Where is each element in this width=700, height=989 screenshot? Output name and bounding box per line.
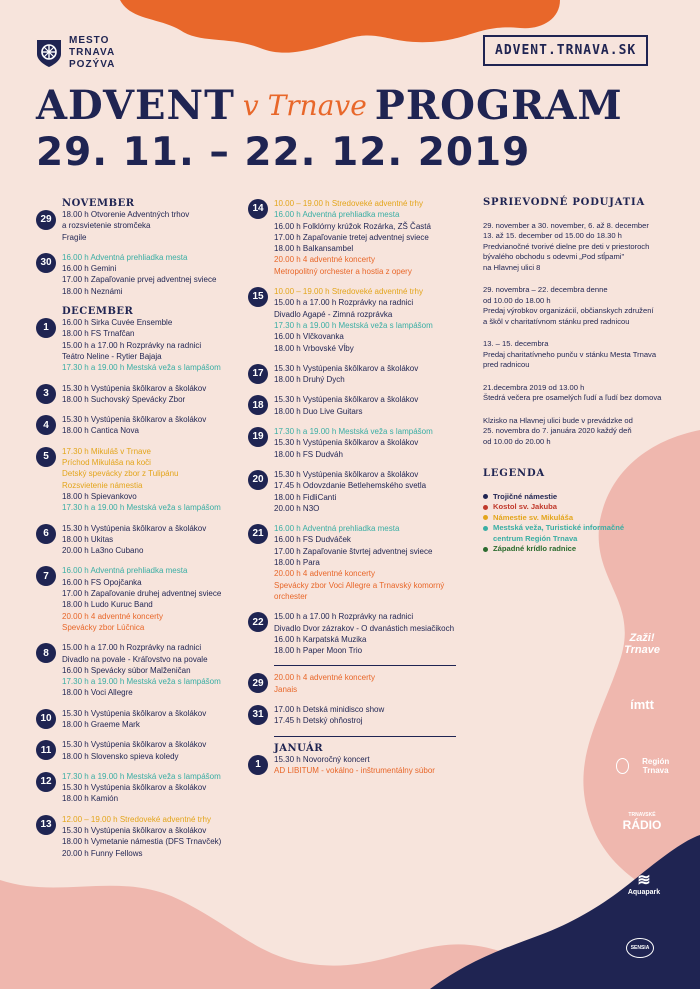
day-badge: 1 [248,755,268,775]
event-line: 18.00 h Spievankovo [62,491,137,501]
event-line: 17.30 h a 19.00 h Mestská veža s lampášom [62,677,221,687]
event-lines [274,286,433,354]
side-event-line: Predaj charitatívneho punču v stánku Mesta Trnava [483,349,657,359]
logo-text [69,35,115,71]
event-line: 17.00 h Zapaľovanie druhej adventnej sviece [62,589,222,599]
day-entry [36,642,246,698]
event-line: 18.00 h Kamión [62,794,119,804]
event-line: 20.00 h 4 adventné koncerty [62,611,163,621]
side-event-line: od 10.00 do 18.00 h [483,295,551,305]
event-lines [62,523,206,557]
day-badge: 15 [248,287,268,307]
event-line: 16.00 h Adventná prehliadka mesta [62,252,188,262]
day-row [36,523,246,557]
day-row [248,469,468,514]
day-row [248,426,468,460]
divider [274,736,456,737]
day-row [36,317,246,373]
day-entry [248,394,468,417]
event-line: orchester [274,591,308,601]
event-line: 15.30 h Vystúpenia škôlkarov a školákov [274,395,419,405]
event-lines [62,565,221,633]
page-title [36,82,623,129]
day-badge: 4 [36,415,56,435]
event-line: Metropolitný orchester a hostia z opery [274,266,412,276]
event-line: 17.00 h Detská minidisco show [274,704,385,714]
side-event-line: pred radnicou [483,360,530,369]
event-line: 16.00 h Vlčkovanka [274,332,344,342]
day-entry [248,426,468,460]
month-heading: JANUÁR [274,742,324,754]
side-event-line: 29. november a 30. november, 6. až 8. december [483,220,649,230]
side-event [483,416,673,448]
event-lines [62,771,221,805]
sponsor-trnavske-radio[interactable] [612,812,672,832]
event-line: 17.30 h a 19.00 h Mestská veža s lampášom [62,363,221,373]
event-line: 18.00 h Suchovský Spevácky Zbor [62,394,186,404]
day-row [36,209,246,243]
event-line: 17.00 h Zapaľovanie štvrtej adventnej sviece [274,546,433,556]
day-badge: 21 [248,524,268,544]
side-event-line: Klzisko na Hlavnej ulici bude v prevádzke od [483,415,633,425]
region-logo-icon [616,758,629,774]
event-line: 16.00 h Adventná prehliadka mesta [274,210,400,220]
event-line: 17.30 h a 19.00 h Mestská veža s lampášom [274,320,433,330]
event-line: a rozsvietenie stromčeka [62,221,151,231]
event-lines [62,209,189,243]
event-lines [62,383,206,406]
day-badge: 29 [36,210,56,230]
event-line: 15.30 h Vystúpenia škôlkarov a školákov [62,708,207,718]
event-line: 15.30 h Vystúpenia škôlkarov a školákov [62,415,207,425]
day-row [36,446,246,514]
day-badge: 19 [248,427,268,447]
day-row [36,383,246,406]
event-line: 18.00 h Paper Moon Trio [274,646,363,656]
side-event-line: 25. novembra do 7. januára 2020 každý deň [483,426,632,435]
day-badge: 20 [248,470,268,490]
day-entry [248,743,468,777]
event-line: 18.00 h Ludo Kuruc Band [62,600,153,610]
event-lines [274,469,426,514]
day-badge: 11 [36,740,56,760]
radio-small-label: TRNAVSKÉ [628,812,656,818]
legend-label: Kostol sv. Jakuba [493,502,558,511]
event-line: 16.00 h FS Opojčanka [62,577,142,587]
event-line: 15.00 h a 17.00 h Rozprávky na radnici [274,612,414,622]
sponsor-region-label: Región Trnava [642,757,670,775]
event-line: 18.00 h Para [274,558,320,568]
day-badge: 22 [248,612,268,632]
event-line: 16.00 h Adventná prehliadka mesta [62,566,188,576]
logo-line: TRNAVA [69,47,116,58]
legend-dot-icon [483,536,488,541]
event-line: Detský spevácky zbor z Tulipánu [62,469,179,479]
month-heading: DECEMBER [62,306,134,318]
trnava-crest-icon [35,38,63,68]
legend-item [483,492,673,503]
day-entry [36,771,246,805]
event-lines [274,754,435,777]
day-row [248,363,468,386]
side-event-line: a škôl v charitatívnom stánku pred radnicou [483,316,630,326]
legend-item [483,523,673,534]
event-line: Janais [274,684,298,694]
event-line: 20.00 h 4 adventné koncerty [274,255,375,265]
event-lines [62,642,221,698]
day-row [36,414,246,437]
sponsor-imtt[interactable]: ímtt [630,697,654,712]
legend-dot-icon [483,526,488,531]
sponsor-sensia[interactable]: SENSIA [626,938,654,958]
event-line: 20.00 h Funny Fellows [62,848,143,858]
legend-heading: LEGENDA [483,468,545,479]
event-line: 15.00 h a 17.00 h Rozprávky na radnici [62,340,202,350]
event-lines [274,394,418,417]
program-column-middle [248,198,468,785]
event-lines [62,708,206,731]
day-row [248,611,468,656]
event-line: 18.00 h Vrbovské Vĺby [274,343,354,353]
day-row [36,565,246,633]
title-program: PROGRAM [374,82,623,129]
side-event-line: 13. – 15. decembra [483,339,549,348]
event-line: 17.30 h Mikuláš v Trnave [62,446,151,456]
day-badge: 6 [36,524,56,544]
day-entry [36,306,246,373]
day-badge: 10 [36,709,56,729]
day-row [248,286,468,354]
event-line: 18.00 h FidliCanti [274,492,337,502]
day-row [36,771,246,805]
event-lines [274,523,444,602]
event-lines [274,426,433,460]
day-entry [36,814,246,859]
day-entry [36,446,246,514]
side-event-line: 13. až 15. december od 15.00 do 18.30 h [483,231,622,240]
side-event-line: Predvianočné tvorivé dielne pre deti v priestoroch [483,241,650,251]
event-line: 18.00 h FS Dudváh [274,449,343,459]
event-line: 12.00 – 19.00 h Stredoveké adventné trhy [62,814,211,824]
side-event-line: Predaj výrobkov organizácií, občianskych združení [483,306,654,315]
event-line: 18.00 h Balkansambel [274,244,354,254]
event-line: 18.00 h Otvorenie Adventných trhov [62,210,190,219]
sponsor-aquapark[interactable] [616,873,672,896]
legend-item [483,502,673,513]
event-line: 18.00 h Voci Allegre [62,688,133,698]
title-script: v Trnave [242,89,367,122]
event-line: 16.00 h Gemini [62,264,117,274]
side-event [483,285,673,327]
aquapark-wave-icon: ≋ [637,872,651,889]
day-entry [36,414,246,437]
day-entry [36,565,246,633]
day-row [248,754,468,777]
side-event-line: bývalého obchodu s odevmi „Pod stĺpami" [483,252,625,261]
day-entry [248,286,468,354]
sponsor-zazi-trnavu[interactable]: Zaži! Trnave [624,632,660,656]
legend-label: Mestská veža, Turistické informačné [493,523,625,532]
day-entry [248,611,468,656]
event-line: Divadlo Dvor zázrakov - O dvanástich mesiačikoch [274,623,455,633]
side-events-list [483,221,673,448]
day-badge: 18 [248,395,268,415]
legend-list [483,492,673,555]
side-event-line: 29. novembra – 22. decembra denne [483,285,608,294]
event-line: AD LIBITUM - vokálno - inštrumentálny súbor [274,765,435,775]
legend-item [483,534,673,545]
logo-line: POZÝVA [69,59,116,70]
side-event-line: 21.decembra 2019 od 13.00 h [483,382,585,392]
day-row [248,672,468,695]
day-entry [248,672,468,695]
event-lines [62,739,206,762]
side-event [483,339,673,371]
event-line: 18.00 h Ukitas [62,534,114,544]
event-line: 17.30 h a 19.00 h Mestská veža s lampášom [274,427,433,437]
event-line: 16.00 h Spevácky súbor Malženičan [62,665,191,675]
side-event [483,383,673,404]
event-lines [274,611,454,656]
event-line: 16.00 h Folklórny krúžok Rozárka, ZŠ Častá [274,221,431,231]
event-line: 15.30 h Vystúpenia škôlkarov a školákov [274,438,419,448]
side-event-line: na Hlavnej ulici 8 [483,262,541,272]
day-entry [36,739,246,762]
event-line: 15.30 h Vystúpenia škôlkarov a školákov [274,363,419,373]
event-line: 18.00 h Cantica Nova [62,426,139,436]
event-line: Príchod Mikuláša na koči [62,458,151,468]
event-line: 10.00 – 19.00 h Stredoveké adventné trhy [274,287,423,297]
side-event [483,221,673,274]
day-badge: 17 [248,364,268,384]
event-line: 18.00 h Slovensko spieva koledy [62,751,179,761]
day-row [36,708,246,731]
legend-dot-icon [483,547,488,552]
title-advent: ADVENT [36,82,235,129]
event-line: 15.00 h a 17.00 h Rozprávky na radnici [274,298,414,308]
event-line: 15.30 h Vystúpenia škôlkarov a školákov [62,523,207,533]
event-line: Divadlo Agapé - Zimná rozprávka [274,309,393,319]
event-line: 16.00 h FS Dudváček [274,535,351,545]
day-badge: 12 [36,772,56,792]
event-line: 15.30 h Vystúpenia škôlkarov a školákov [62,783,207,793]
event-line: 18.00 h Graeme Mark [62,719,140,729]
event-line: 15.00 h a 17.00 h Rozprávky na radnici [62,643,202,653]
day-badge: 13 [36,815,56,835]
city-logo[interactable] [35,35,115,71]
event-line: 18.00 h Neznámi [62,286,123,296]
side-event-line: od 10.00 do 20.00 h [483,436,551,446]
legend-dot-icon [483,515,488,520]
day-badge: 14 [248,199,268,219]
divider [274,665,456,666]
event-lines [62,814,221,859]
event-line: Spevácky zbor Voci Allegre a Trnavský komorný [274,580,445,590]
day-entry [248,198,468,277]
event-line: 20.00 h N3O [274,503,320,513]
side-events-panel [483,198,673,555]
event-line: 17.45 h Odovzdanie Betlehemského svetla [274,481,427,491]
event-lines [62,317,221,373]
event-line: 18.00 h Vymetanie námestia (DFS Trnavček) [62,837,222,847]
day-row [36,739,246,762]
day-row [248,523,468,602]
legend-dot-icon [483,494,488,499]
day-row [248,394,468,417]
day-badge: 1 [36,318,56,338]
event-line: 16.00 h Adventná prehliadka mesta [274,524,400,534]
event-line: 15.30 h Vystúpenia škôlkarov a školákov [274,469,419,479]
event-line: 17.45 h Detský ohňostroj [274,716,363,726]
event-line: 18.00 h Druhý Dych [274,375,345,385]
day-badge: 31 [248,705,268,725]
event-lines [62,414,206,437]
day-entry [36,198,246,243]
event-line: 10.00 – 19.00 h Stredoveké adventné trhy [274,199,423,208]
day-badge: 29 [248,673,268,693]
month-heading: NOVEMBER [62,198,135,209]
event-lines [62,446,221,514]
day-row [36,642,246,698]
date-range: 29. 11. – 22. 12. 2019 [36,130,531,175]
legend-item [483,544,673,555]
program-column-left [36,198,246,868]
legend-label: Námestie sv. Mikuláša [493,512,574,522]
event-lines [274,363,418,386]
aquapark-label: Aquapark [627,889,661,896]
day-entry [248,523,468,602]
day-entry [248,469,468,514]
website-link[interactable]: ADVENT.TRNAVA.SK [483,35,648,66]
day-entry [36,523,246,557]
day-entry [248,363,468,386]
event-line: Divadlo na povale - Kráľovstvo na povale [62,654,208,664]
event-line: 17.30 h a 19.00 h Mestská veža s lampášom [62,771,221,781]
day-badge: 8 [36,643,56,663]
day-badge: 7 [36,566,56,586]
day-entry [36,252,246,297]
day-row [36,814,246,859]
day-entry [248,704,468,727]
event-line: 15.30 h Novoročný koncert [274,754,370,764]
sponsor-region-trnava[interactable] [616,757,678,775]
legend-item [483,513,673,524]
legend-dot-icon [483,505,488,510]
event-line: Teátro Neline - Rytier Bajaja [62,351,162,361]
event-lines [274,198,431,277]
event-lines [62,252,216,297]
logo-line: MESTO [69,35,110,46]
event-line: 20.00 h 4 adventné koncerty [274,673,375,683]
day-badge: 5 [36,447,56,467]
event-line: 20.00 h La3no Cubano [62,546,144,556]
event-line: 17.00 h Zapaľovanie tretej adventnej sviece [274,232,429,242]
event-line: 15.30 h Vystúpenia škôlkarov a školákov [62,740,207,750]
side-event-line: Štedrá večera pre osamelých ľudí a ľudí bez domova [483,393,662,402]
legend-label: centrum Región Trnava [493,533,578,543]
event-line: 17.30 h a 19.00 h Mestská veža s lampášom [62,503,221,513]
event-line: 18.00 h FS Trnafčan [62,329,135,339]
event-lines [274,704,384,727]
day-entry [36,708,246,731]
day-row [36,252,246,297]
event-line: 16.00 h Sirka Cuvée Ensemble [62,318,173,328]
legend-label: Trojičné námestie [493,491,558,501]
event-line: Spevácky zbor Lúčnica [62,622,145,632]
day-entry [36,383,246,406]
event-line: 15.30 h Vystúpenia škôlkarov a školákov [62,826,207,836]
day-row [248,198,468,277]
radio-label: RÁDIO [622,818,662,832]
event-line: 18.00 h Duo Live Guitars [274,406,363,416]
day-badge: 30 [36,253,56,273]
side-events-heading: SPRIEVODNÉ PODUJATIA [483,197,646,208]
legend-label: Západné krídlo radnice [493,544,577,553]
event-line: 15.30 h Vystúpenia škôlkarov a školákov [62,383,207,393]
day-badge: 3 [36,384,56,404]
event-line: 16.00 h Karpatská Muzika [274,634,367,644]
event-line: Fragile [62,232,87,242]
event-line: Rozsvietenie námestia [62,480,143,490]
event-line: 17.00 h Zapaľovanie prvej adventnej sviece [62,275,217,285]
event-line: 20.00 h 4 adventné koncerty [274,569,375,579]
event-lines [274,672,375,695]
day-row [248,704,468,727]
